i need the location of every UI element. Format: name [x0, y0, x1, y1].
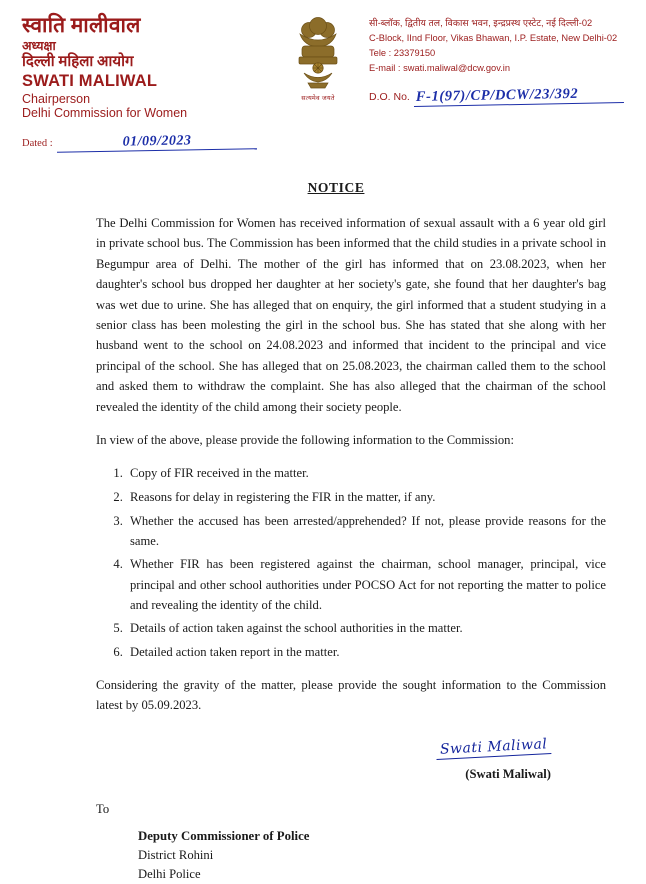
letterhead	[22, 10, 624, 150]
paragraph-background: The Delhi Commission for Women has received information of sexual assault with a 6 year old girl in private school bus. The Commission has been informed that the child studies in a private school in Begumpur area of Delhi. The mother of the girl has informed that on 23.08.2023, when her daughter's school bus dropped her daughter at her society's gate, she found that her daughter's bag was wet due to urine. She has alleged that on enquiry, the girl informed that a student studying in a senior class has been molesting the girl in the school bus. She has stated that she along with her husband went to the school on 24.08.2023 and informed that incident to the principal and vice principal of the school. She has alleged that on 25.08.2023, the chairman called them to the school and asked them to withdraw the complaint. She has also alleged that the chairman of the school revealed the identity of the child among their society people.	[96, 216, 606, 414]
handwritten-signature: Swati Maliwal	[435, 736, 551, 760]
list-item: 1. Copy of FIR received in the matter.	[126, 463, 606, 483]
document-body	[22, 180, 624, 782]
chairperson-title-hindi: अध्यक्षा	[22, 38, 56, 53]
chairperson-name-english: SWATI MALIWAL	[22, 72, 158, 91]
requested-information-list	[96, 463, 606, 662]
addressee-details	[96, 827, 624, 884]
organization-name-hindi: दिल्ली महिला आयोग	[22, 53, 134, 70]
signature-block	[96, 738, 606, 782]
dated-value: 01/09/2023	[56, 132, 257, 152]
address-english: C-Block, IInd Floor, Vikas Bhawan, I.P. Estate, New Delhi-02	[369, 33, 618, 44]
letterhead-identity	[22, 10, 257, 150]
organization-name-english: Delhi Commission for Women	[22, 105, 188, 120]
signatory-name: (Swati Maliwal)	[465, 766, 551, 781]
national-emblem	[285, 10, 351, 102]
paragraph-deadline: Considering the gravity of the matter, please provide the sought information to the Commission latest by 05.09.2023.	[96, 678, 606, 713]
list-item: 4. Whether FIR has been registered against the chairman, school manager, principal, vice principal and other school authorities under POCSO Act for not reporting the matter to police and revealing the identity of the child.	[126, 554, 606, 614]
do-number-row	[369, 86, 624, 107]
list-item: 6. Detailed action taken report in the matter.	[126, 642, 606, 662]
addressee-block	[22, 800, 624, 884]
ashoka-lion-capital-icon	[290, 16, 346, 92]
do-number-value: F-1(97)/CP/DCW/23/392	[414, 86, 624, 107]
addressee-department: Delhi Police	[138, 866, 201, 881]
chairperson-name-hindi: स्वाति मालीवाल	[22, 13, 141, 37]
page-title: NOTICE	[307, 180, 365, 195]
letterhead-contact	[351, 10, 624, 107]
list-item: 3. Whether the accused has been arrested/apprehended? If not, please provide reasons for the same.	[126, 511, 606, 551]
dated-row	[22, 134, 257, 151]
telephone: Tele : 23379150	[369, 48, 436, 59]
addressee-to-label: To	[96, 801, 110, 816]
paragraph-request: In view of the above, please provide the following information to the Commission:	[96, 432, 514, 447]
addressee-designation: Deputy Commissioner of Police	[138, 828, 310, 843]
email: E-mail : swati.maliwal@dcw.gov.in	[369, 63, 511, 74]
list-item: 2. Reasons for delay in registering the FIR in the matter, if any.	[126, 487, 606, 507]
chairperson-title-english: Chairperson	[22, 91, 91, 106]
addressee-district: District Rohini	[138, 847, 214, 862]
dated-label: Dated :	[22, 137, 53, 149]
list-item: 5. Details of action taken against the school authorities in the matter.	[126, 618, 606, 638]
emblem-motto: सत्यमेव जयते	[301, 95, 335, 102]
address-hindi: सी-ब्लॉक, द्वितीय तल, विकास भवन, इन्द्रप्रस्थ एस्टेट, नई दिल्ली-02	[369, 18, 593, 28]
do-number-label: D.O. No.	[369, 91, 410, 104]
